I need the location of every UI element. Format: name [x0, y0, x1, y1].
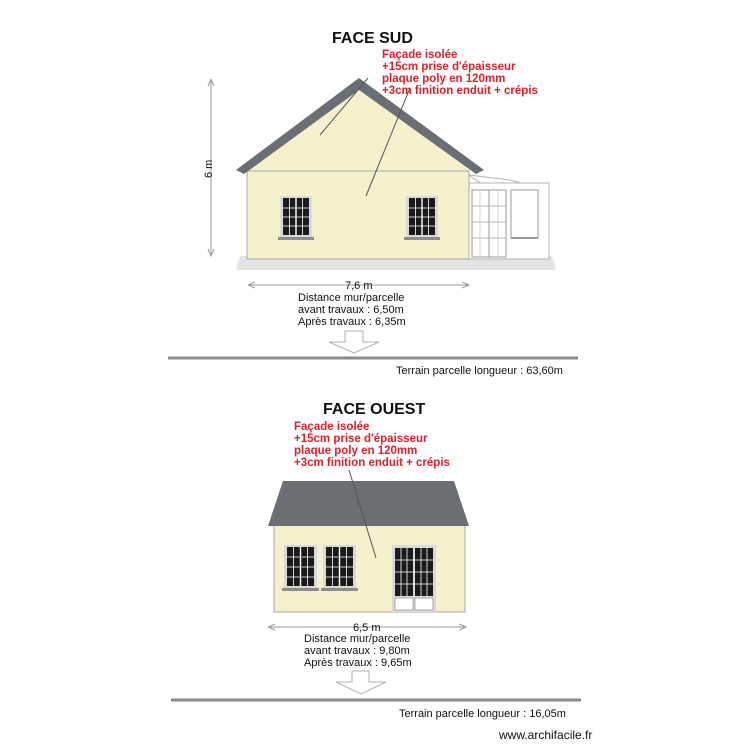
- ouest-terrain-label: Terrain parcelle longueur : 16,05m: [399, 708, 566, 720]
- ouest-down-arrow: [336, 671, 386, 694]
- sud-width-label: 7,6 m: [345, 280, 373, 292]
- ouest-distance-info: [304, 633, 413, 669]
- sud-distance-line: Après travaux : 6,35m: [298, 316, 406, 328]
- sud-veranda: [469, 175, 549, 259]
- ouest-width-label: 6,5 m: [353, 622, 381, 634]
- sud-note-line: Façade isolée: [382, 49, 458, 61]
- sud-down-arrow: [329, 331, 379, 353]
- ouest-french-door: [392, 545, 436, 612]
- sud-height-label: 6 m: [203, 159, 215, 178]
- ouest-window-left: [282, 545, 319, 591]
- face-ouest-title: FACE OUEST: [323, 401, 426, 418]
- ouest-note-line: plaque poly en 120mm: [294, 445, 418, 457]
- ouest-distance-line: avant travaux : 9,80m: [304, 645, 410, 657]
- sud-distance-info: [298, 292, 407, 328]
- ouest-distance-line: Après travaux : 9,65m: [304, 657, 412, 669]
- sud-distance-line: Distance mur/parcelle: [298, 292, 405, 304]
- face-sud-section: [168, 30, 578, 377]
- sud-terrain-label: Terrain parcelle longueur : 63,60m: [396, 365, 563, 377]
- sud-window-left: [278, 196, 314, 240]
- archifacile-credit: www.archifacile.fr: [499, 728, 593, 742]
- ouest-window-middle: [321, 545, 358, 591]
- sud-note-line: +15cm prise d'épaisseur: [382, 61, 516, 73]
- face-sud-title: FACE SUD: [332, 30, 413, 47]
- sud-distance-line: avant travaux : 6,50m: [298, 304, 404, 316]
- face-ouest-section: [171, 401, 581, 720]
- ouest-roof: [268, 481, 469, 526]
- sud-gable: [247, 90, 471, 171]
- sud-window-right: [404, 196, 440, 240]
- ouest-distance-line: Distance mur/parcelle: [304, 633, 411, 645]
- ouest-note-line: +3cm finition enduit + crépis: [294, 457, 450, 469]
- sud-note-line: plaque poly en 120mm: [382, 73, 506, 85]
- ouest-note: [294, 421, 450, 469]
- sud-note-line: +3cm finition enduit + crépis: [382, 85, 538, 97]
- ouest-note-line: +15cm prise d'épaisseur: [294, 433, 428, 445]
- ouest-note-line: Façade isolée: [294, 421, 370, 433]
- sud-note: [382, 49, 538, 97]
